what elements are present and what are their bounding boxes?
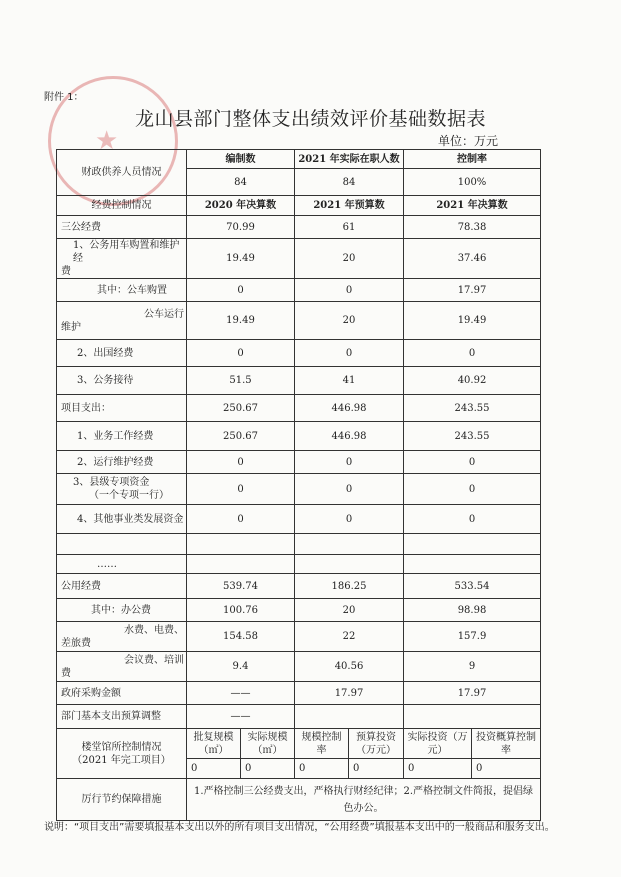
table-row [57, 652, 541, 682]
row-value: 0 [295, 505, 404, 534]
personnel-label: 财政供养人员情况 [57, 150, 187, 196]
building-value: 0 [349, 759, 404, 779]
row-value: 243.55 [404, 422, 541, 451]
row-value: 446.98 [295, 395, 404, 422]
row-label-line: 费 [61, 667, 71, 679]
row-value: 0 [295, 340, 404, 367]
row-label-line: 维护 [61, 321, 81, 333]
row-value: 0 [295, 474, 404, 505]
row-value: 37.46 [404, 239, 541, 279]
row-value: 9 [404, 652, 541, 682]
row-value [187, 534, 295, 555]
table-row [57, 779, 541, 821]
row-value: 17.97 [404, 682, 541, 705]
page-title: 龙山县部门整体支出绩效评价基础数据表 [134, 108, 486, 130]
table-row [57, 302, 541, 340]
row-value: 0 [187, 279, 295, 302]
table-row [57, 622, 541, 652]
row-label [57, 239, 187, 279]
row-value: 0 [404, 451, 541, 474]
building-value: 0 [241, 759, 295, 779]
row-value [404, 555, 541, 574]
row-value: 17.97 [295, 682, 404, 705]
unit-label: 单位：万元 [438, 134, 499, 148]
row-label: 其中：公车购置 [57, 279, 187, 302]
table-row [57, 340, 541, 367]
table-row [57, 279, 541, 302]
row-label: 政府采购金额 [57, 682, 187, 705]
building-header: 实际投资（万元） [404, 729, 472, 759]
row-value: —— [187, 682, 295, 705]
row-label: 2、出国经费 [57, 340, 187, 367]
row-value: 446.98 [295, 422, 404, 451]
table-row [57, 705, 541, 729]
row-value: 186.25 [295, 574, 404, 599]
row-label-line: 公车运行 [144, 308, 184, 320]
building-header: 批复规模（㎡） [187, 729, 241, 759]
building-header: 预算投资（万元） [349, 729, 404, 759]
personnel-value: 100% [404, 169, 541, 196]
row-value [187, 555, 295, 574]
row-label [57, 302, 187, 340]
row-value: 100.76 [187, 599, 295, 622]
personnel-header: 编制数 [187, 150, 295, 169]
row-value: 250.67 [187, 422, 295, 451]
row-value: 250.67 [187, 395, 295, 422]
row-value: 0 [404, 340, 541, 367]
building-value: 0 [187, 759, 241, 779]
table-row [57, 239, 541, 279]
row-value: 9.4 [187, 652, 295, 682]
building-value: 0 [295, 759, 349, 779]
saving-label: 厉行节约保障措施 [57, 779, 187, 821]
row-label [57, 534, 187, 555]
row-value: 243.55 [404, 395, 541, 422]
table-row [57, 534, 541, 555]
saving-text: 1.严格控制三公经费支出，严格执行财经纪律；2.严格控制文件简报，提倡绿色办公。 [187, 779, 541, 821]
row-label-line: 3、县级专项资金 [73, 477, 150, 488]
row-value: 533.54 [404, 574, 541, 599]
row-label: 3、公务接待 [57, 367, 187, 395]
building-label-line: 楼堂馆所控制情况 [81, 741, 162, 753]
row-value: —— [187, 705, 295, 729]
row-label-line: （一个专项一行） [89, 490, 169, 501]
row-value: 40.92 [404, 367, 541, 395]
row-label-line: 1、公务用车购置和维护经 [73, 240, 180, 264]
row-value [295, 705, 404, 729]
row-value: 0 [187, 474, 295, 505]
building-header: 投资概算控制率 [472, 729, 541, 759]
row-label [57, 652, 187, 682]
row-value: 70.99 [187, 216, 295, 239]
row-value: 40.56 [295, 652, 404, 682]
personnel-header: 控制率 [404, 150, 541, 169]
row-label-line: 会议费、培训 [124, 654, 184, 666]
row-value [295, 555, 404, 574]
row-label: 项目支出： [57, 395, 187, 422]
row-value: 19.49 [187, 239, 295, 279]
row-value: 22 [295, 622, 404, 652]
row-value [404, 534, 541, 555]
personnel-value: 84 [187, 169, 295, 196]
building-label [57, 729, 187, 779]
table-row [57, 395, 541, 422]
expense-label: 经费控制情况 [57, 196, 187, 216]
expense-header: 2020 年决算数 [187, 196, 295, 216]
attachment-label: 附件 1： [44, 92, 84, 103]
row-value: 20 [295, 599, 404, 622]
row-value: 98.98 [404, 599, 541, 622]
row-value: 154.58 [187, 622, 295, 652]
row-label: 1、业务工作经费 [57, 422, 187, 451]
row-label [57, 474, 187, 505]
row-label: 其中：办公费 [57, 599, 187, 622]
row-value: 539.74 [187, 574, 295, 599]
building-label-line: （2021 年完工项目） [72, 754, 171, 766]
table-row [57, 574, 541, 599]
row-label-line: 水费、电费、 [124, 624, 184, 636]
building-value: 0 [472, 759, 541, 779]
row-value [404, 705, 541, 729]
row-value: 78.38 [404, 216, 541, 239]
building-header: 实际规模（㎡） [241, 729, 295, 759]
row-value: 19.49 [187, 302, 295, 340]
row-label-line: 费 [61, 266, 71, 277]
row-value: 20 [295, 239, 404, 279]
table-row [57, 422, 541, 451]
row-value [295, 534, 404, 555]
personnel-value: 84 [295, 169, 404, 196]
row-value: 0 [404, 474, 541, 505]
building-header: 规模控制率 [295, 729, 349, 759]
row-value: 41 [295, 367, 404, 395]
table-row [57, 474, 541, 505]
row-label: 4、其他事业类发展资金 [57, 505, 187, 534]
row-label: 公用经费 [57, 574, 187, 599]
row-label: 三公经费 [57, 216, 187, 239]
row-value: 51.5 [187, 367, 295, 395]
row-value: 0 [187, 451, 295, 474]
building-value: 0 [404, 759, 472, 779]
row-value: 20 [295, 302, 404, 340]
row-label [57, 622, 187, 652]
row-label: 部门基本支出预算调整 [57, 705, 187, 729]
expense-header: 2021 年决算数 [404, 196, 541, 216]
row-value: 0 [295, 451, 404, 474]
row-label-line: 差旅费 [61, 637, 91, 649]
table-row [57, 451, 541, 474]
row-value: 0 [187, 505, 295, 534]
data-table [56, 149, 541, 821]
row-value: 0 [187, 340, 295, 367]
table-row [57, 216, 541, 239]
table-row [57, 729, 541, 759]
row-label: 2、运行维护经费 [57, 451, 187, 474]
table-row [57, 367, 541, 395]
seal-star-icon: ★ [95, 126, 119, 156]
table-row [57, 682, 541, 705]
table-row [57, 599, 541, 622]
row-value: 0 [295, 279, 404, 302]
row-value: 157.9 [404, 622, 541, 652]
row-value: 0 [404, 505, 541, 534]
table-row [57, 555, 541, 574]
row-value: 61 [295, 216, 404, 239]
row-label: …… [57, 555, 187, 574]
expense-header: 2021 年预算数 [295, 196, 404, 216]
table-row [57, 505, 541, 534]
personnel-header: 2021 年实际在职人数 [295, 150, 404, 169]
row-value: 17.97 [404, 279, 541, 302]
footnote: 说明：“项目支出”需要填报基本支出以外的所有项目支出情况，“公用经费”填报基本支出中的一般商品和服务支出。 [44, 822, 555, 833]
row-value: 19.49 [404, 302, 541, 340]
